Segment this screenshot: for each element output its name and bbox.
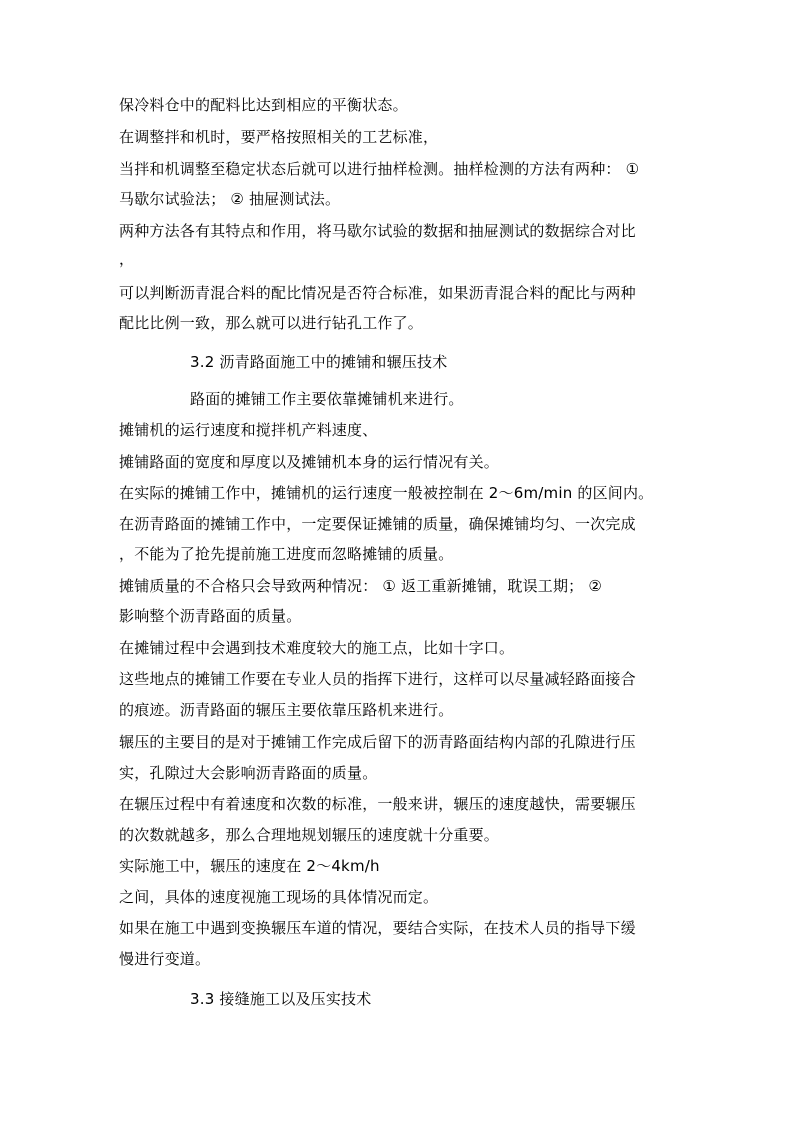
paragraph-line: 可以判断沥青混合料的配比情况是否符合标准，如果沥青混合料的配比与两种 <box>119 284 636 302</box>
paragraph-line: 辗压的主要目的是对于摊铺工作完成后留下的沥青路面结构内部的孔隙进行压 <box>119 733 636 751</box>
paragraph-line: 在摊铺过程中会遇到技术难度较大的施工点，比如十字口。 <box>119 639 515 657</box>
paragraph-line: 在实际的摊铺工作中，摊铺机的运行速度一般被控制在 2～6m/min 的区间内。 <box>119 484 654 502</box>
paragraph-line: 在辗压过程中有着速度和次数的标准，一般来讲，辗压的速度越快，需要辗压 <box>119 795 636 813</box>
paragraph-line: 如果在施工中遇到变换辗压车道的情况，要结合实际，在技术人员的指导下缓 <box>119 919 636 937</box>
paragraph-line: 之间，具体的速度视施工现场的具体情况而定。 <box>119 888 439 906</box>
section-heading: 3.3 接缝施工以及压实技术 <box>190 990 372 1008</box>
paragraph-line: 马歇尔试验法； ② 抽屉测试法。 <box>119 190 341 208</box>
paragraph-line: 在调整拌和机时，要严格按照相关的工艺标准， <box>119 128 439 146</box>
paragraph-line: 的次数就越多，那么合理地规划辗压的速度就十分重要。 <box>119 826 500 844</box>
paragraph-line: 摊铺机的运行速度和搅拌机产料速度、 <box>119 421 378 439</box>
paragraph-line: 路面的摊铺工作主要依靠摊铺机来进行。 <box>190 390 464 408</box>
paragraph-line: 实，孔隙过大会影响沥青路面的质量。 <box>119 764 378 782</box>
paragraph-line: 摊铺质量的不合格只会导致两种情况： ① 返工重新摊铺，耽误工期； ② <box>119 577 603 595</box>
paragraph-line: ，不能为了抢先提前施工进度而忽略摊铺的质量。 <box>119 545 454 563</box>
paragraph-line: 这些地点的摊铺工作要在专业人员的指挥下进行，这样可以尽量减轻路面接合 <box>119 670 636 688</box>
paragraph-line: 实际施工中，辗压的速度在 2～4km/h <box>119 857 380 875</box>
paragraph-line: 保冷料仓中的配料比达到相应的平衡状态。 <box>119 96 408 114</box>
paragraph-line: 慢进行变道。 <box>119 950 211 968</box>
paragraph-line: 配比比例一致，那么就可以进行钻孔工作了。 <box>119 314 424 332</box>
paragraph-line: 的痕迹。沥青路面的辗压主要依靠压路机来进行。 <box>119 701 454 719</box>
paragraph-line: 影响整个沥青路面的质量。 <box>119 607 302 625</box>
paragraph-line: 摊铺路面的宽度和厚度以及摊铺机本身的运行情况有关。 <box>119 453 500 471</box>
paragraph-line: 两种方法各有其特点和作用，将马歇尔试验的数据和抽屉测试的数据综合对比 <box>119 222 636 240</box>
paragraph-line: ， <box>119 250 135 268</box>
section-heading: 3.2 沥青路面施工中的摊铺和辗压技术 <box>190 353 448 371</box>
paragraph-line: 当拌和机调整至稳定状态后就可以进行抽样检测。抽样检测的方法有两种： ① <box>119 160 640 178</box>
paragraph-line: 在沥青路面的摊铺工作中，一定要保证摊铺的质量，确保摊铺均匀、一次完成 <box>119 515 636 533</box>
